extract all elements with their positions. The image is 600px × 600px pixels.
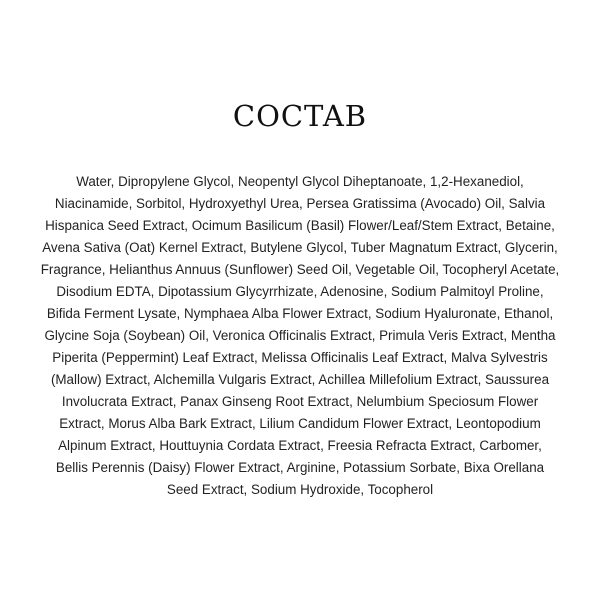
ingredient-line: Hispanica Seed Extract, Ocimum Basilicum (Basil) Flower/Leaf/Stem Extract, Betaine, (45, 218, 555, 233)
ingredient-line: Seed Extract, Sodium Hydroxide, Tocopherol (166, 482, 434, 497)
ingredient-line: Piperita (Peppermint) Leaf Extract, Melissa Officinalis Leaf Extract, Malva Sylvestris (52, 350, 548, 365)
ingredient-line: (Mallow) Extract, Alchemilla Vulgaris Extract, Achillea Millefolium Extract, Saussurea (50, 372, 550, 387)
ingredient-line: Glycine Soja (Soybean) Oil, Veronica Officinalis Extract, Primula Veris Extract, Mentha (44, 328, 556, 343)
ingredient-line: Avena Sativa (Oat) Kernel Extract, Butylene Glycol, Tuber Magnatum Extract, Glycerin, (42, 240, 558, 255)
ingredient-line: Water, Dipropylene Glycol, Neopentyl Glycol Diheptanoate, 1,2-Hexanediol, (76, 174, 524, 189)
ingredient-line: Niacinamide, Sorbitol, Hydroxyethyl Urea, Persea Gratissima (Avocado) Oil, Salvia (54, 196, 546, 211)
ingredient-line: Extract, Morus Alba Bark Extract, Lilium Candidum Flower Extract, Leontopodium (59, 416, 541, 431)
ingredient-line: Disodium EDTA, Dipotassium Glycyrrhizate, Adenosine, Sodium Palmitoyl Proline, (56, 284, 544, 299)
ingredients-list (30, 171, 570, 501)
ingredient-line: Fragrance, Helianthus Annuus (Sunflower) Seed Oil, Vegetable Oil, Tocopheryl Acetate, (40, 262, 560, 277)
product-title: COCTAB (232, 99, 368, 133)
ingredient-line: Alpinum Extract, Houttuynia Cordata Extract, Freesia Refracta Extract, Carbomer, (58, 438, 542, 453)
ingredient-line: Bellis Perennis (Daisy) Flower Extract, Arginine, Potassium Sorbate, Bixa Orellana (55, 460, 545, 475)
ingredient-line: Involucrata Extract, Panax Ginseng Root Extract, Nelumbium Speciosum Flower (61, 394, 539, 409)
ingredient-line: Bifida Ferment Lysate, Nymphaea Alba Flower Extract, Sodium Hyaluronate, Ethanol, (46, 306, 554, 321)
